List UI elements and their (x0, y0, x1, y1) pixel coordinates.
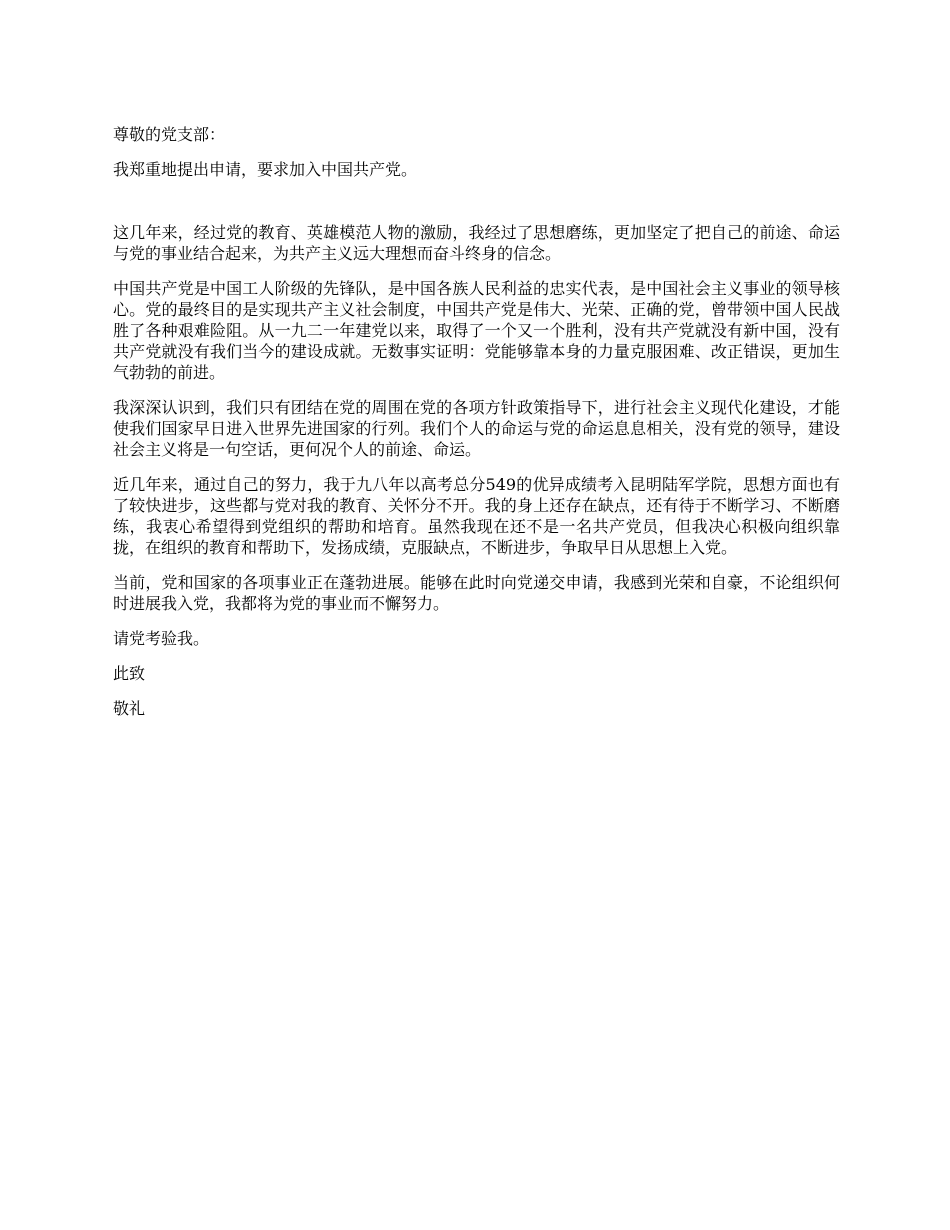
paragraph-5: 当前，党和国家的各项事业正在蓬勃进展。能够在此时向党递交申请，我感到光荣和自豪，不论组织何时进展我入党，我都将为党的事业而不懈努力。 (113, 573, 840, 613)
paragraph-3: 我深深认识到，我们只有团结在党的周围在党的各项方针政策指导下，进行社会主义现代化建设，才能使我们国家早日进入世界先进国家的行列。我们个人的命运与党的命运息息相关，没有党的领导，建设社会主义将是一句空话，更何况个人的前途、命运。 (113, 398, 840, 459)
paragraph-4: 近几年来，通过自己的努力，我于九八年以高考总分549的优异成绩考入昆明陆军学院，思想方面也有了较快进步，这些都与党对我的教育、关怀分不开。我的身上还存在缺点，还有待于不断学习、不断磨练，我衷心希望得到党组织的帮助和培育。虽然我现在还不是一名共产党员，但我决心积极向组织靠拢，在组织的教育和帮助下，发扬成绩，克服缺点，不断进步，争取早日从思想上入党。 (113, 475, 840, 557)
salutation: 尊敬的党支部： (113, 125, 226, 144)
paragraph-2: 中国共产党是中国工人阶级的先锋队，是中国各族人民利益的忠实代表，是中国社会主义事业的领导核心。党的最终目的是实现共产主义社会制度，中国共产党是伟大、光荣、正确的党，曾带领中国人民战胜了各种艰难险阻。从一九二一年建党以来，取得了一个又一个胜利，没有共产党就没有新中国，没有共产党就没有我们当今的建设成就。无数事实证明：党能够靠本身的力量克服困难、改正错误，更加生气勃勃的前进。 (113, 279, 840, 382)
letter-body (113, 124, 840, 719)
paragraph-1: 这几年来，经过党的教育、英雄模范人物的激励，我经过了思想磨练，更加坚定了把自己的前途、命运与党的事业结合起来，为共产主义远大理想而奋斗终身的信念。 (113, 223, 840, 263)
closing-line-1: 此致 (113, 664, 146, 683)
closing-line-2: 敬礼 (113, 699, 146, 718)
request-line: 请党考验我。 (113, 629, 210, 648)
opening-statement: 我郑重地提出申请，要求加入中国共产党。 (113, 160, 418, 179)
